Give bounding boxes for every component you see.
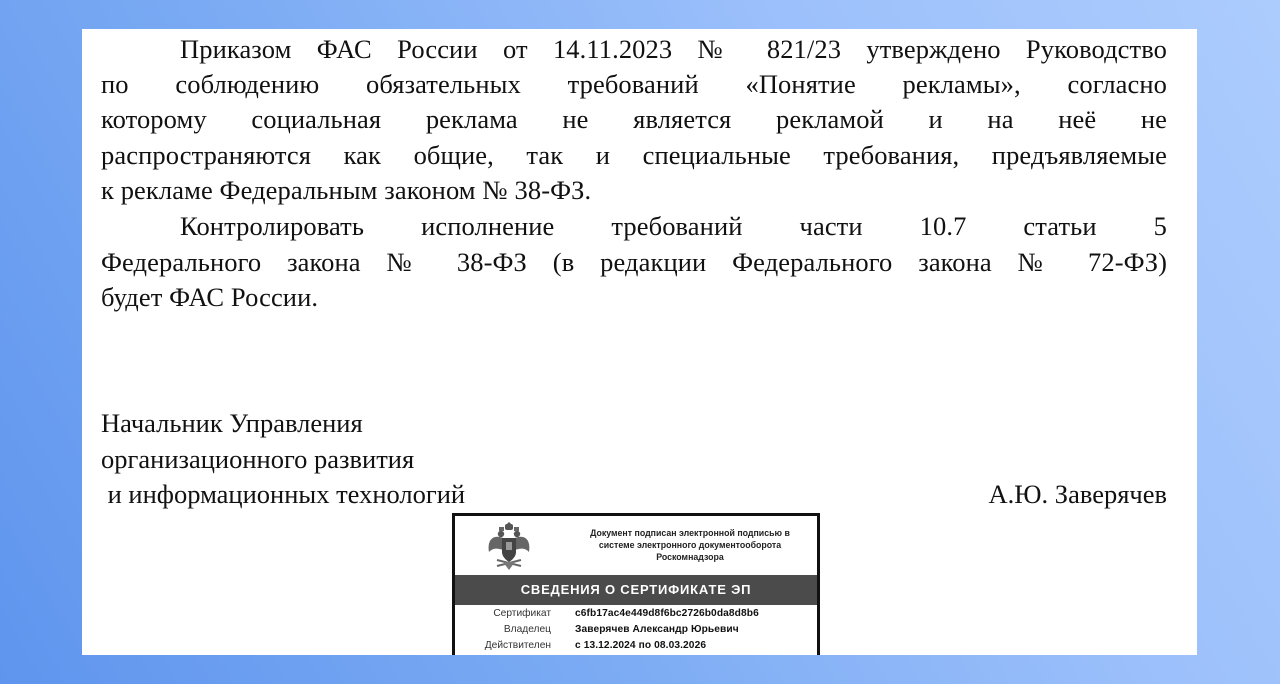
paragraph-1-line-5: к рекламе Федеральным законом № 38-ФЗ. [101, 175, 592, 205]
paragraph-1-line-3: которому социальная реклама не является рекламой и на неё не [101, 104, 1167, 134]
caption-line-2: системе электронного документооборота [598, 540, 782, 550]
signature-caption [565, 527, 815, 563]
owner-label: Владелец [503, 624, 551, 635]
paragraph-1-line-2: по соблюдению обязательных требований «Понятие рекламы», согласно [101, 69, 1167, 99]
certificate-serial: c6fb17ac4e449d8f6bc2726b0da8d8b6 [575, 608, 759, 619]
signatory-position-line-2: организационного развития [101, 444, 415, 474]
validity-row [455, 638, 817, 654]
stamp-header-area [455, 516, 817, 576]
caption-line-1: Документ подписан электронной подписью в [590, 528, 790, 538]
double-headed-eagle-emblem-icon [483, 522, 535, 574]
validity-period: с 13.12.2024 по 08.03.2026 [575, 640, 707, 651]
owner-row [455, 622, 817, 638]
paragraph-2-line-3: будет ФАС России. [101, 282, 319, 312]
paragraph-1-line-1: Приказом ФАС России от 14.11.2023 № 821/23 утверждено Руководство [180, 34, 1167, 64]
validity-label: Действителен [484, 640, 551, 651]
certificate-details [455, 606, 817, 654]
owner-name: Заверячев Александр Юрьевич [575, 624, 739, 635]
signatory-name: А.Ю. Заверячев [988, 479, 1167, 509]
e-signature-certificate-stamp [452, 513, 820, 655]
paragraph-2-line-2: Федерального закона № 38-ФЗ (в редакции Федерального закона № 72-ФЗ) [101, 247, 1167, 277]
certificate-row [455, 606, 817, 622]
paragraph-2-line-1: Контролировать исполнение требований части 10.7 статьи 5 [180, 211, 1167, 241]
signatory-position-line-3: и информационных технологий [101, 479, 466, 509]
paragraph-1-line-4: распространяются как общие, так и специальные требования, предъявляемые [101, 140, 1167, 170]
caption-line-3: Роскомнадзора [656, 552, 724, 562]
signatory-position-line-1: Начальник Управления [101, 408, 363, 438]
certificate-info-header: СВЕДЕНИЯ О СЕРТИФИКАТЕ ЭП [455, 575, 817, 605]
certificate-label: Сертификат [493, 608, 551, 619]
